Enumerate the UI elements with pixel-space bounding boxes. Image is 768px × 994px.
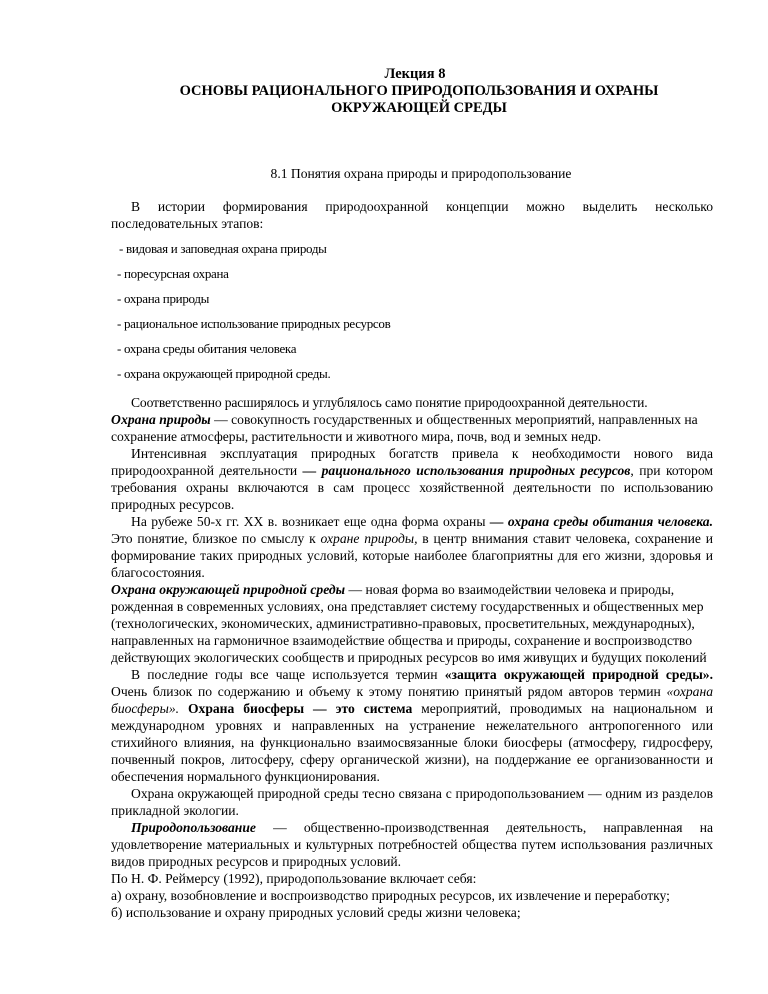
term-rational-use: — рационального использования природных ресурсов (302, 463, 631, 478)
lecture-title-line-2: ОКРУЖАЮЩЕЙ СРЕДЫ (331, 100, 507, 116)
text-span: , при котором требования охраны включаются в сам процесс хозяйственной деятельности по использованию природных ресурсов. (111, 463, 713, 512)
definition-text: — новая форма во взаимодействии человека и природы, рожденная в современных условиях, она представляет систему государственных и общественных мер (технологических, экономических, административно-правовых, просветительных, международных), направленных на гармоничное взаимодействие общества и природы, сохранение и воспроизводство действующих экологических сообществ и природных ресурсов во имя живущих и будущих поколений (111, 582, 707, 665)
list-item: - охрана среды обитания человека (117, 341, 297, 356)
list-item: - рациональное использование природных ресурсов (117, 316, 391, 331)
paragraph-rational-use (111, 445, 713, 513)
list-item-b: б) использование и охрану природных условий среды жизни человека; (111, 905, 521, 920)
term-habitat-protection: — охрана среды обитания человека. (489, 514, 713, 529)
list-item: - видовая и заповедная охрана природы (119, 241, 327, 256)
list-item-a: а) охрану, возобновление и воспроизводство природных ресурсов, их извлечение и переработку; (111, 888, 670, 903)
definition-text: — общественно-производственная деятельность, направленная на удовлетворение материальных и культурных потребностей общества путем использования различных видов природных ресурсов и природных условий. (111, 820, 713, 869)
list-item: - охрана окружающей природной среды. (117, 366, 331, 381)
italic-biosphere-protection: «охрана биосферы». (111, 684, 713, 716)
lecture-title (125, 83, 713, 117)
text-span: Это понятие, близкое по смыслу к (111, 531, 321, 546)
term-nature-use: Природопользование (131, 820, 256, 835)
term-nature-protection: Охрана природы (111, 412, 211, 427)
list-item: - поресурсная охрана (117, 266, 229, 281)
document-page (111, 66, 713, 921)
paragraph-link: Охрана окружающей природной среды тесно связана с природопользованием — одним из разделов прикладной экологии. (111, 786, 713, 818)
text-span: мероприятий, проводимых на национальном и международном уровнях и направленных на устранение нежелательного антропогенного или стихийного влияния, на функционально взаимосвязанные блоки биосферы (атмосферу, гидросферу, почвенный покров, литосферу, сферу органической жизни), на поддержание ее организованности и обеспечения нормального функционирования. (111, 701, 713, 784)
paragraph-reimers: По Н. Ф. Реймерсу (1992), природопользование включает себя: (111, 871, 477, 886)
definition-text: — совокупность государственных и общественных мероприятий, направленных на сохранение атмосферы, растительности и животного мира, почв, вод и земных недр. (111, 412, 698, 444)
text-span: Интенсивная эксплуатация природных богатств привела к необходимости нового вида природоохранной деятельности (111, 446, 713, 478)
definition-nature-use (111, 819, 713, 870)
text-span: На рубеже 50-х гг. XX в. возникает еще одна форма охраны (131, 514, 490, 529)
definition-environment-protection (111, 581, 713, 666)
lecture-title-line-1: ОСНОВЫ РАЦИОНАЛЬНОГО ПРИРОДОПОЛЬЗОВАНИЯ И ОХРАНЫ (179, 83, 659, 99)
stages-list (111, 240, 713, 390)
list-item: - охрана природы (117, 291, 210, 306)
text-span: В последние годы все чаще используется термин (131, 667, 445, 682)
paragraph-habitat-protection (111, 513, 713, 581)
intro-paragraph: В истории формирования природоохранной концепции можно выделить несколько последовательных этапов: (111, 199, 713, 231)
lecture-number: Лекция 8 (384, 66, 446, 82)
term-environment-defense: «защита окружающей природной среды». (444, 667, 713, 682)
italic-nature-protection: охране природы, (320, 531, 418, 546)
text-span: Очень близок по содержанию и объему к этому понятию принятый рядом авторов термин (111, 684, 667, 699)
definition-nature-protection (111, 411, 713, 445)
text-span: в центр внимания ставит человека, сохранение и формирование таких природных условий, которые наиболее благоприятны для его жизни, здоровья и благосостояния. (111, 531, 713, 580)
term-environment-protection: Охрана окружающей природной среды (111, 582, 346, 597)
term-biosphere-system: Охрана биосферы — это система (179, 701, 413, 716)
paragraph-expansion: Соответственно расширялось и углублялось само понятие природоохранной деятельности. (131, 395, 648, 410)
section-title: 8.1 Понятия охрана природы и природопользование (270, 166, 572, 181)
paragraph-biosphere (111, 666, 713, 785)
